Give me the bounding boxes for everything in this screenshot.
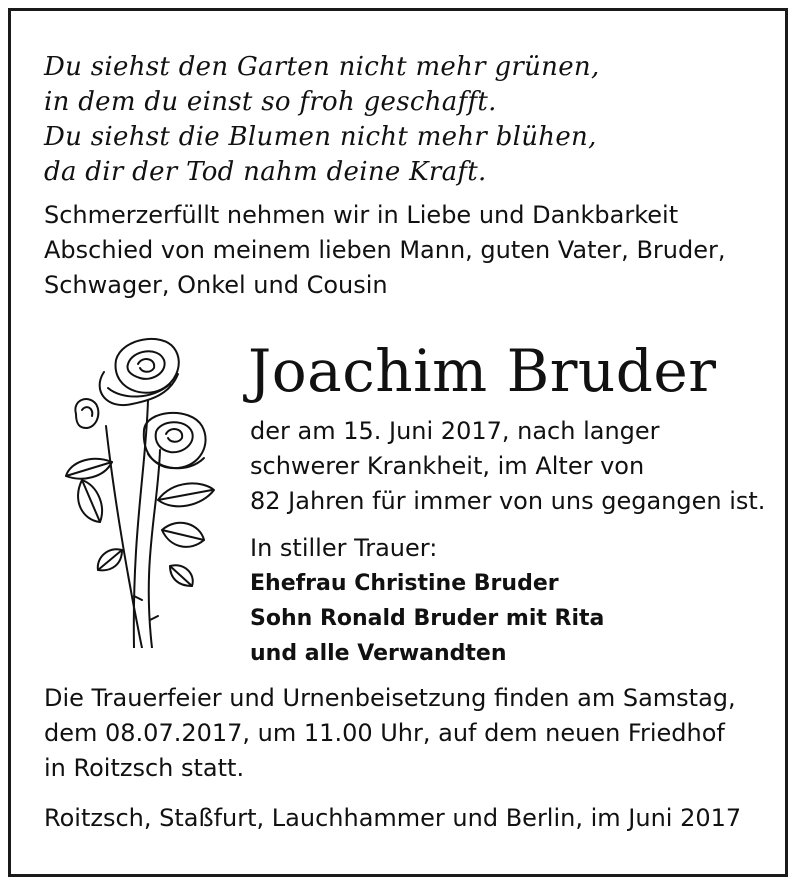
service-info	[44, 681, 764, 786]
poem-line: da dir der Tod nahm deine Kraft.	[44, 157, 487, 187]
memorial-poem	[44, 50, 764, 190]
service-line: in Roitzsch statt.	[44, 754, 245, 782]
mourner-name: Ehefrau Christine Bruder	[250, 571, 559, 596]
mourners-heading: In stiller Trauer:	[250, 534, 438, 562]
poem-line: Du siehst die Blumen nicht mehr blühen,	[44, 122, 597, 152]
intro-text	[44, 198, 764, 303]
death-notice	[250, 414, 770, 519]
death-line: der am 15. Juni 2017, nach langer	[250, 417, 660, 445]
intro-line: Schwager, Onkel und Cousin	[44, 271, 388, 299]
service-line: dem 08.07.2017, um 11.00 Uhr, auf dem neuen Friedhof	[44, 719, 725, 747]
deceased-name: Joachim Bruder	[248, 337, 717, 405]
intro-line: Abschied von meinem lieben Mann, guten Vater, Bruder,	[44, 236, 726, 264]
intro-line: Schmerzerfüllt nehmen wir in Liebe und Dankbarkeit	[44, 201, 679, 229]
death-line: 82 Jahren für immer von uns gegangen ist.	[250, 487, 766, 515]
closing-places-date: Roitzsch, Staßfurt, Lauchhammer und Berlin, im Juni 2017	[44, 804, 742, 832]
death-line: schwerer Krankheit, im Alter von	[250, 452, 645, 480]
poem-line: Du siehst den Garten nicht mehr grünen,	[44, 52, 600, 82]
mourners-block	[250, 531, 770, 671]
mourner-name: Sohn Ronald Bruder mit Rita	[250, 606, 605, 631]
mourner-name: und alle Verwandten	[250, 641, 507, 666]
service-line: Die Trauerfeier und Urnenbeisetzung finden am Samstag,	[44, 684, 736, 712]
rose-icon	[62, 330, 220, 648]
poem-line: in dem du einst so froh geschafft.	[44, 87, 497, 117]
